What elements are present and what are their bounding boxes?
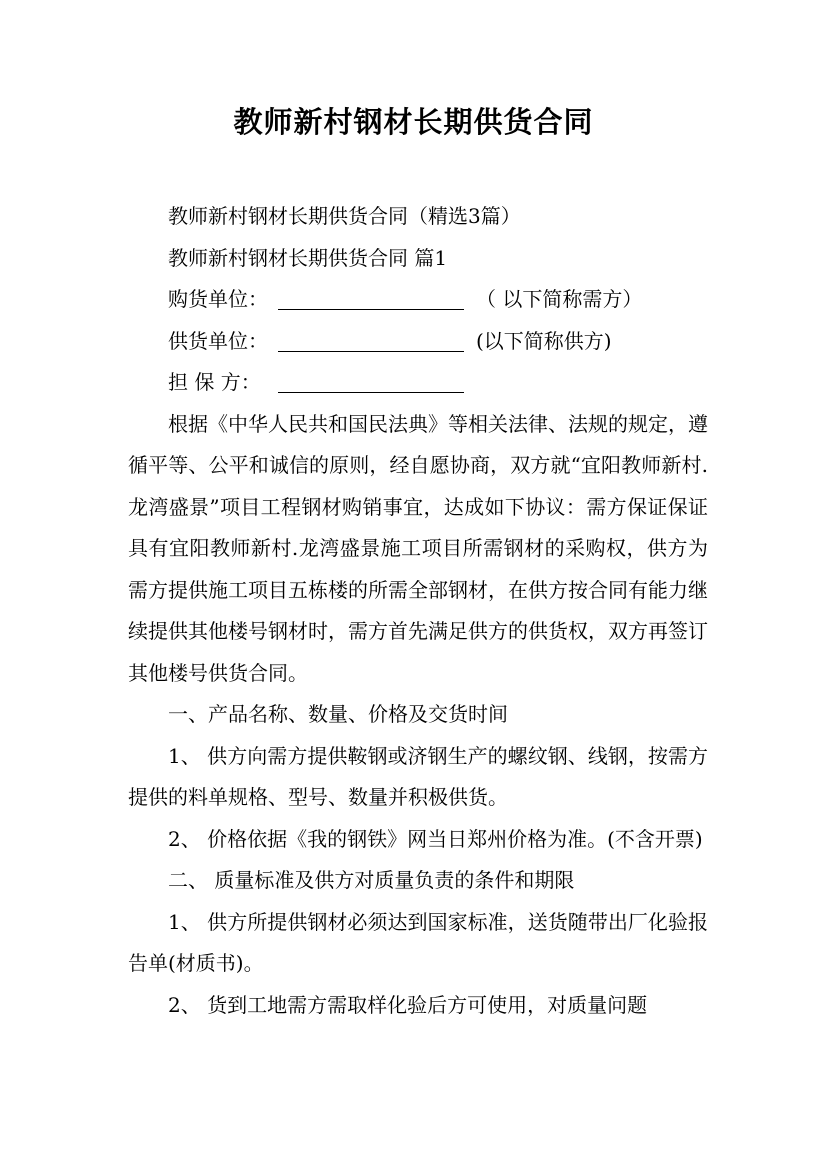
clause-2-2: 2、 货到工地需方需取样化验后方可使用，对质量问题 [168, 992, 648, 1017]
clause-2-1: 1、 供方所提供钢材必须达到国家标准，送货随带出厂化验报告单(材质书)。 [128, 909, 708, 975]
supplier-label: 供货单位： [168, 328, 268, 353]
supplier-field-row [128, 321, 708, 363]
supplier-blank-line [278, 325, 464, 352]
document-subtitle: 教师新村钢材长期供货合同（精选3篇） [168, 204, 521, 228]
buyer-blank-line [278, 283, 464, 310]
clause-1-2: 2、 价格依据《我的钢铁》网当日郑州价格为准。(不含开票) [168, 826, 703, 851]
guarantor-blank-line [278, 366, 464, 393]
buyer-label: 购货单位： [168, 287, 268, 311]
buyer-note: （ 以下简称需方） [476, 287, 643, 311]
part-heading: 教师新村钢材长期供货合同 篇1 [168, 245, 448, 270]
supplier-note: (以下简称供方) [476, 328, 612, 353]
section-heading-2: 二、 质量标准及供方对质量负责的条件和期限 [168, 868, 575, 892]
document-body [128, 196, 708, 1026]
document-title: 教师新村钢材长期供货合同 [233, 105, 594, 139]
guarantor-field-row [128, 362, 708, 404]
clause-1-1: 1、 供方向需方提供鞍钢或济钢生产的螺纹钢、线钢，按需方提供的料单规格、型号、数量并积极供货。 [128, 743, 708, 809]
guarantor-label: 担 保 方： [168, 370, 261, 394]
preamble-paragraph: 根据《中华人民共和国民法典》等相关法律、法规的规定，遵循平等、公平和诚信的原则，经自愿协商，双方就“宜阳教师新村.龙湾盛景”项目工程钢材购销事宜，达成如下协议：需方保证保证具有宜阳教师新村.龙湾盛景施工项目所需钢材的采购权，供方为需方提供施工项目五栋楼的所需全部钢材，在供方按合同有能力继续提供其他楼号钢材时，需方首先满足供方的供货权，双方再签订其他楼号供货合同。 [128, 411, 708, 685]
buyer-field-row [128, 279, 708, 321]
section-heading-1: 一、产品名称、数量、价格及交货时间 [168, 702, 508, 726]
